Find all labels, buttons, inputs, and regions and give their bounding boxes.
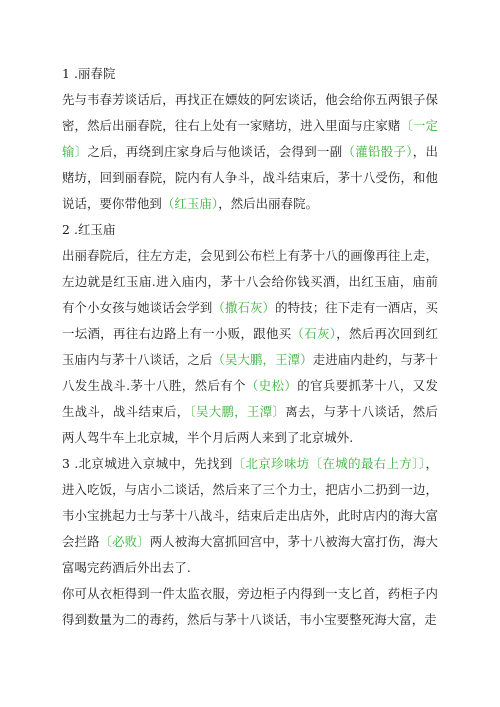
text-run: 走进庙内赴约，与茅十八发生战斗.茅十八胜，然后有个 xyxy=(62,352,439,393)
section-3-paragraph xyxy=(62,451,438,581)
text-run: ，出赌坊，回到丽春院，院内有人争斗，战斗结束后，茅十八受伤，和他说话，要你带他到 xyxy=(62,144,439,211)
text-run: ，然后再次回到红玉庙内与茅十八谈话，之后 xyxy=(62,326,438,367)
text-run: 两人被海大富抓回宫中，茅十八被海大富打伤，海大富喝完药酒后外出去了. xyxy=(62,534,438,575)
section-4-paragraph xyxy=(62,581,438,633)
highlighted-term: （撒石灰） xyxy=(212,300,276,315)
text-run: 先与韦春芳谈话后，再找正在嫖妓的阿宏谈话，他会给你五两银子保密，然后出丽春院，往右上处有一家赌坊，进入里面与庄家赌 xyxy=(62,92,438,133)
text-run: 1 .丽春院 xyxy=(62,66,116,81)
text-run: ，进入吃饭，与店小二谈话，然后来了三个力士，把店小二扔到一边，韦小宝挑起力士与茅十八战斗，结束后走出店外，此时店内的海大富会拦路 xyxy=(62,456,439,549)
highlighted-term: 〔必败〕 xyxy=(99,534,150,549)
text-run: 你可从衣柜得到一件太监衣服，旁边柜子内得到一支匕首，药柜子内得到数量为二的毒药，然后与茅十八谈话，韦小宝要整死海大富，走 xyxy=(62,586,438,627)
highlighted-term: （红玉庙） xyxy=(161,196,219,211)
text-run: ，然后出丽春院。 xyxy=(218,196,319,211)
highlighted-term: （史松） xyxy=(245,378,298,393)
highlighted-term: 〔一定输〕 xyxy=(62,118,438,159)
text-run: 的官兵要抓茅十八，又发生战斗，战斗结束后， xyxy=(62,378,438,419)
section-1-heading xyxy=(62,61,438,87)
highlighted-term: 〔吴大鹏，王潭〕 xyxy=(189,404,286,419)
text-run: 2 .红玉庙 xyxy=(62,222,116,237)
text-run: 离去，与茅十八谈话，然后两人驾牛车上北京城，半个月后两人来到了北京城外. xyxy=(62,404,439,445)
highlighted-term: （石灰） xyxy=(291,326,337,341)
document-body xyxy=(62,61,438,633)
highlighted-term: 〔北京珍味坊〔在城的最右上方〕〕 xyxy=(232,456,426,471)
text-run: 3 .北京城进入京城中，先找到 xyxy=(62,456,233,471)
text-run: 的特技；往下走有一酒店，买一坛酒，再往右边路上有一小贩，跟他买 xyxy=(62,300,438,341)
highlighted-term: （灌铅骰子） xyxy=(342,144,413,159)
section-1-paragraph xyxy=(62,87,438,217)
text-run: 出丽春院后，往左方走，会见到公布栏上有茅十八的画像再往上走，左边就是红玉庙.进入庙内，茅十八会给你钱买酒，出红玉庙，庙前有个小女孩与她谈话会学到 xyxy=(62,248,438,315)
section-2-heading xyxy=(62,217,438,243)
text-run: 之后，再绕到庄家身后与他谈话，会得到一副 xyxy=(87,144,343,159)
section-2-paragraph xyxy=(62,243,438,451)
highlighted-term: （吴大鹏，王潭） xyxy=(212,352,313,367)
